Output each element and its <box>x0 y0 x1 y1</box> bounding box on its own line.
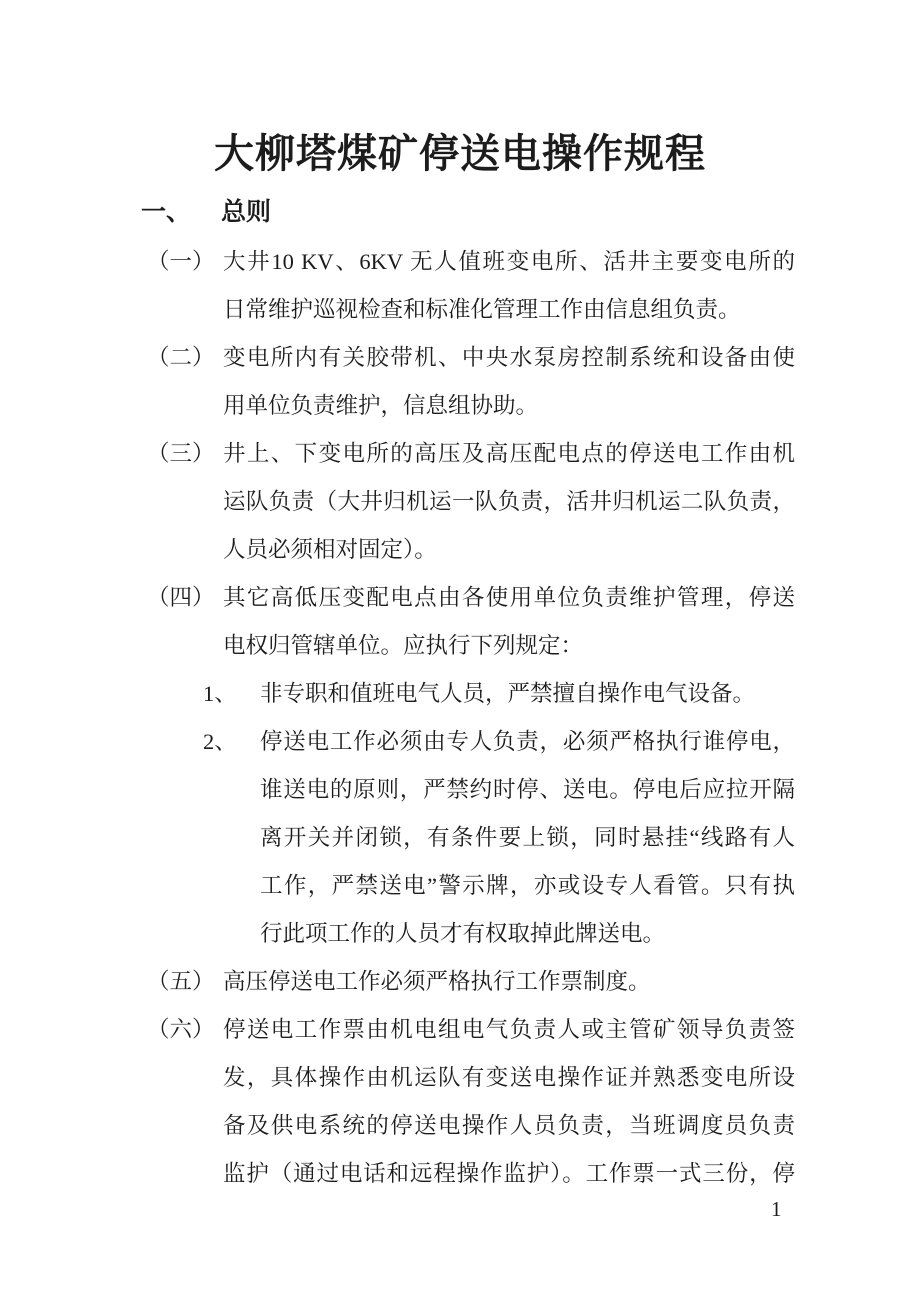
subitem-text: 行此项工作的人员才有权取掉此牌送电。 <box>260 921 666 946</box>
item-label: （五） <box>147 969 215 994</box>
item-text: 备及供电系统的停送电操作人员负责，当班调度员负责 <box>223 1113 795 1138</box>
subitem-line <box>0 910 920 958</box>
item-text: 高压停送电工作必须严格执行工作票制度。 <box>223 969 651 994</box>
item-text: 人员必须相对固定）。 <box>223 537 437 562</box>
item-text: 停送电工作票由机电组电气负责人或主管矿领导负责签 <box>223 1017 795 1042</box>
item-text: 发，具体操作由机运队有变送电操作证并熟悉变电所设 <box>223 1065 795 1090</box>
document-title: 大柳塔煤矿停送电操作规程 <box>214 131 706 176</box>
document-body <box>0 238 920 1198</box>
item-text: 用单位负责维护，信息组协助。 <box>223 393 539 418</box>
item-line <box>0 478 920 526</box>
item-line <box>0 1054 920 1102</box>
item-line <box>0 430 920 478</box>
item-line <box>0 1150 920 1198</box>
item-text: 其它高低压变配电点由各使用单位负责维护管理，停送 <box>223 585 795 610</box>
subitem-line <box>0 862 920 910</box>
section-title: 总则 <box>221 199 272 226</box>
item-line <box>0 526 920 574</box>
subitem-line <box>0 814 920 862</box>
subitem-text: 非专职和值班电气人员，严禁擅自操作电气设备。 <box>260 681 756 706</box>
item-line <box>0 958 920 1006</box>
subitem-text: 工作，严禁送电”警示牌，亦或设专人看管。只有执 <box>260 873 795 898</box>
subitem-label: 1、 <box>203 681 237 706</box>
item-text: 监护（通过电话和远程操作监护）。工作票一式三份，停 <box>223 1161 795 1186</box>
item-text: 井上、下变电所的高压及高压配电点的停送电工作由机 <box>223 441 795 466</box>
item-line <box>0 622 920 670</box>
subitem-text: 谁送电的原则，严禁约时停、送电。停电后应拉开隔 <box>260 777 795 802</box>
item-label: （二） <box>147 345 215 370</box>
item-line <box>0 1102 920 1150</box>
item-label: （一） <box>147 249 215 274</box>
item-label: （六） <box>147 1017 215 1042</box>
subitem-line <box>0 670 920 718</box>
subitem-text: 停送电工作必须由专人负责，必须严格执行谁停电， <box>260 729 795 754</box>
page-number: 1 <box>771 1197 782 1221</box>
item-line <box>0 574 920 622</box>
item-line <box>0 334 920 382</box>
item-line <box>0 238 920 286</box>
subitem-line <box>0 718 920 766</box>
item-text: 变电所内有关胶带机、中央水泵房控制系统和设备由使 <box>223 345 795 370</box>
item-label: （四） <box>147 585 215 610</box>
item-line <box>0 382 920 430</box>
item-text: 电权归管辖单位。应执行下列规定： <box>223 633 584 658</box>
item-label: （三） <box>147 441 215 466</box>
item-line <box>0 1006 920 1054</box>
section-number: 一、 <box>141 199 192 226</box>
subitem-line <box>0 766 920 814</box>
item-line <box>0 286 920 334</box>
subitem-label: 2、 <box>203 729 237 754</box>
item-text: 运队负责（大井归机运一队负责，活井归机运二队负责， <box>223 489 795 514</box>
subitem-text: 离开关并闭锁，有条件要上锁，同时悬挂“线路有人 <box>260 825 795 850</box>
section-heading <box>141 192 271 228</box>
item-text: 日常维护巡视检查和标准化管理工作由信息组负责。 <box>223 297 741 322</box>
item-text: 大井10 KV、6KV 无人值班变电所、活井主要变电所的 <box>223 249 795 274</box>
